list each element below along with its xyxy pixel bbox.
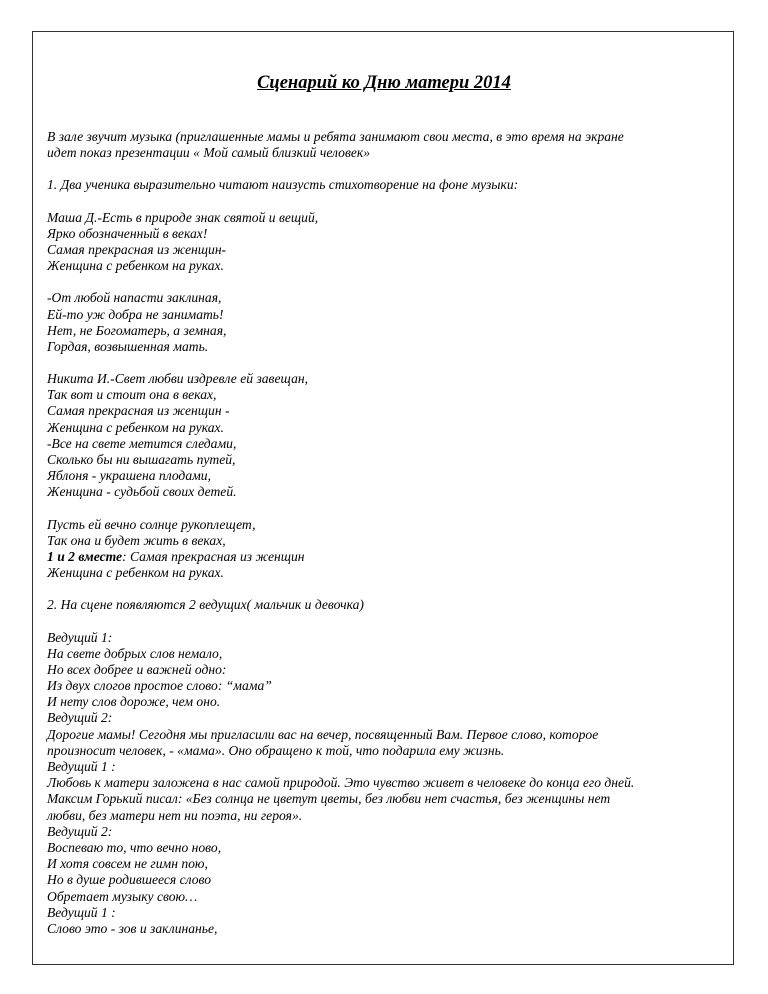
poem-line: Самая прекрасная из женщин - xyxy=(47,403,230,419)
poem-line: Пусть ей вечно солнце рукоплещет, xyxy=(47,516,256,532)
document-title: Сценарий ко Дню матери 2014 xyxy=(257,73,511,93)
text-line: идет показ презентации « Мой самый близкий человек» xyxy=(47,145,371,161)
dialogue-line: Но всех добрее и важней одно: xyxy=(47,661,227,677)
dialogue-line: И нету слов дороже, чем оно. xyxy=(47,694,221,710)
stanza-2 xyxy=(47,290,717,355)
poem-line: Женщина с ребенком на руках. xyxy=(47,419,224,435)
dialogue-line: Из двух слогов простое слово: “мама” xyxy=(47,678,272,694)
poem-line: Никита И.-Свет любви издревле ей завещан, xyxy=(47,371,309,387)
poem-line: -От любой напасти заклиная, xyxy=(47,290,222,306)
step-2-heading: 2. На сцене появляются 2 ведущих( мальчик и девочка) xyxy=(47,597,364,613)
text-line: В зале звучит музыка (приглашенные мамы и ребята занимают свои места, в это время на экране xyxy=(47,129,624,144)
dialogue-line: Но в душе родившееся слово xyxy=(47,872,212,888)
together-text: : Самая прекрасная из женщин xyxy=(122,548,305,564)
poem-line: Нет, не Богоматерь, а земная, xyxy=(47,322,227,338)
together-label: 1 и 2 вместе xyxy=(47,548,123,564)
dialogue-line: произносит человек, - «мама». Оно обращено к той, что подарила ему жизнь. xyxy=(47,742,505,758)
dialogue-line: Любовь к матери заложена в нас самой природой. Это чувство живет в человеке до конца его дней. xyxy=(47,775,635,791)
dialogue xyxy=(47,630,717,938)
speaker-label: Ведущий 1 : xyxy=(47,759,116,774)
document-body xyxy=(47,129,717,937)
stanza-1 xyxy=(47,210,717,275)
poem-line-together xyxy=(47,549,717,565)
dialogue-line: На свете добрых слов немало, xyxy=(47,645,223,661)
dialogue-line: Обретает музыку свою… xyxy=(47,888,198,904)
poem-line: Так она и будет жить в веках, xyxy=(47,532,226,548)
dialogue-line: Воспеваю то, что вечно ново, xyxy=(47,839,222,855)
speaker-label: Ведущий 1 : xyxy=(47,904,116,920)
poem-line: -Все на свете метится следами, xyxy=(47,435,237,451)
poem-line: Женщина с ребенком на руках. xyxy=(47,565,224,581)
intro-paragraph xyxy=(47,129,717,161)
poem-line: Маша Д.-Есть в природе знак святой и вещий, xyxy=(47,209,319,225)
poem-line: Гордая, возвышенная мать. xyxy=(47,338,209,354)
poem-line: Самая прекрасная из женщин- xyxy=(47,241,227,257)
step-1-heading: 1. Два ученика выразительно читают наизусть стихотворение на фоне музыки: xyxy=(47,177,519,193)
poem-line: Сколько бы ни вышагать путей, xyxy=(47,452,236,467)
dialogue-line: Дорогие мамы! Сегодня мы пригласили вас на вечер, посвященный Вам. Первое слово, которое xyxy=(47,726,599,742)
speaker-label: Ведущий 1: xyxy=(47,629,113,645)
poem-line: Яблоня - украшена плодами, xyxy=(47,468,211,484)
speaker-label: Ведущий 2: xyxy=(47,823,113,839)
dialogue-line: любви, без матери нет ни поэта, ни героя». xyxy=(47,807,303,823)
dialogue-line: Слово это - зов и заклинанье, xyxy=(47,920,218,936)
poem-line: Женщина с ребенком на руках. xyxy=(47,258,224,274)
stanza-3 xyxy=(47,371,717,501)
speaker-label: Ведущий 2: xyxy=(47,710,113,726)
poem-line: Ей-то уж добра не занимать! xyxy=(47,306,224,322)
stanza-4 xyxy=(47,517,717,582)
poem-line: Так вот и стоит она в веках, xyxy=(47,387,217,403)
dialogue-line: И хотя совсем не гимн пою, xyxy=(47,856,208,872)
poem-line: Ярко обозначенный в веках! xyxy=(47,225,208,241)
poem-line: Женщина - судьбой своих детей. xyxy=(47,484,237,500)
dialogue-line: Максим Горький писал: «Без солнца не цветут цветы, без любви нет счастья, без женщины нет xyxy=(47,791,611,807)
